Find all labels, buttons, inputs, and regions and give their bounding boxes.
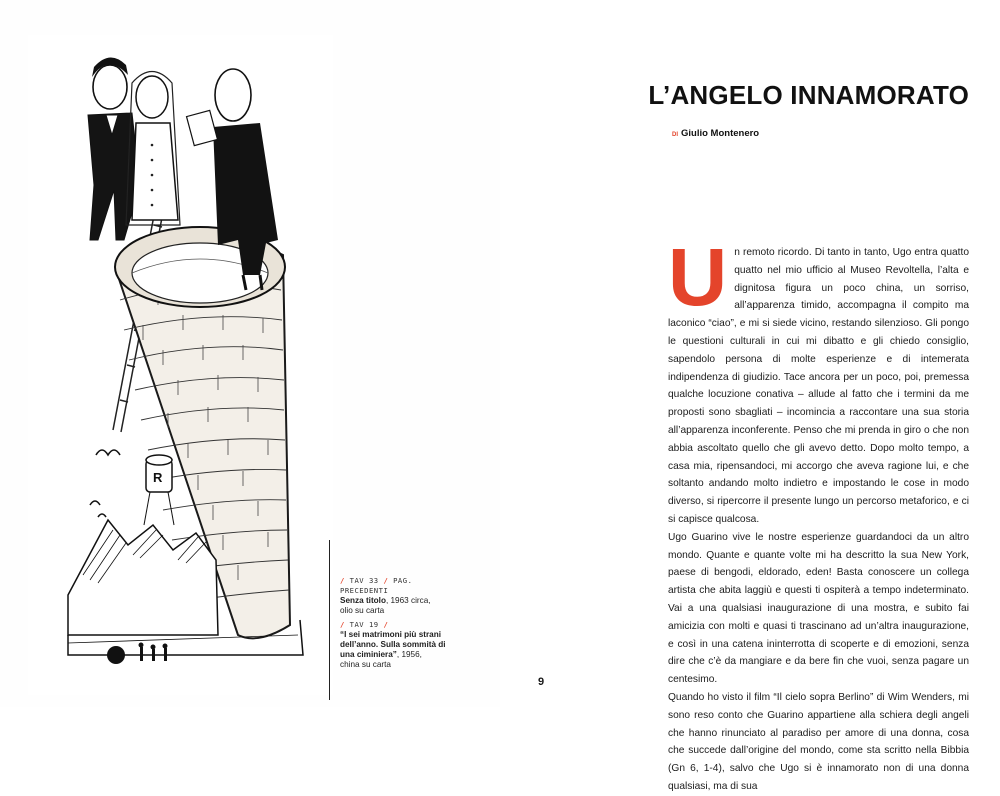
article-title: L’ANGELO INNAMORATO: [648, 80, 969, 110]
caption-medium: olio su carta: [340, 606, 385, 615]
tower-letter: R: [153, 470, 163, 485]
caption-ref: TAV 19: [349, 620, 379, 629]
caption-title: Senza titolo: [340, 596, 386, 605]
paragraph: [668, 232, 969, 529]
left-page: [0, 0, 500, 707]
caption-tav19: / TAV 19 / “I sei matrimoni più strani dell’anno. Sulla sommità di una ciminiera”, 1956, china su carta: [340, 620, 458, 670]
caption-medium: china su carta: [340, 660, 391, 669]
paragraph: Quando ho visto il film “Il cielo sopra Berlino” di Wim Wenders, mi sono reso conto che Guarino appartiene alla schiera degli angeli che hanno rinunciato al paradiso per amore di una donna, cosa che succede dall’origine del mondo, come sta scritto nella Bibbia (Gn 6, 1-4), salvo che Ugo si è innamorato non di una donna qualsiasi, ma di sua: [668, 691, 969, 792]
caption-title: “I sei matrimoni più strani dell’anno. Sulla sommità di una ciminiera”: [340, 630, 446, 659]
caption-detail: , 1963 circa,: [385, 596, 431, 605]
caption-block: [340, 576, 458, 674]
author-name: Giulio Montenero: [681, 128, 760, 139]
caption-ref-extra: PAG. PRECEDENTI: [340, 576, 413, 595]
byline-prefix: DI: [672, 132, 678, 138]
illustration: [28, 35, 333, 695]
caption-divider: [329, 540, 330, 700]
byline: [672, 128, 759, 139]
drop-cap: U: [668, 232, 728, 323]
chimney-wedding-drawing: [28, 35, 333, 695]
article-body: [668, 232, 969, 796]
caption-tav33: / TAV 33 / PAG. PRECEDENTI Senza titolo, 1963 circa, olio su carta: [340, 576, 458, 616]
paragraph: Ugo Guarino vive le nostre esperienze guardandoci da un altro mondo. Quante e quante volte mi ha descritto la sua New York, paese di bengodi, eldorado, eden! Basta conoscere un collega artista che abita laggiù e questi ti ospiterà a tempo indeterminato. Vai a una qualsiasi inaugurazione di una mostra, e subito fai amicizia con molti e quasi ti trascinano ad un’altra inaugurazione, e così in una catena ininterrotta di scoperte e di emozioni, senza dire che c’è da mangiare e da bere fin che vuoi, senza pagare un centesimo.: [668, 531, 969, 686]
caption-detail: , 1956,: [396, 650, 422, 659]
caption-ref: TAV 33: [349, 576, 379, 585]
paragraph-text: n remoto ricordo. Di tanto in tanto, Ugo entra quatto quatto nel mio ufficio al Museo Revoltella, l’alta e dignitosa figura un poco china, un sorriso, all’apparenza timido, accompagna il compito ma laconico “ciao”, e mi si siede vicino, restando silenzioso. Gli pongo le questioni culturali in cui mi dibatto e gli chiedo consiglio, sapendolo persona di molte esperienze e di intemerata indipendenza di giudizio. Tace ancora per un poco, poi, premessa qualche locuzione conativa – allude al fatto che i termini da me proposti sono sbagliati – incomincia a raccontare una sua storia all’apparenza inconferente. Penso che mi prenda in giro o che non abbia ascoltato quello che gli avevo detto. Dopo molto tempo, a casa mia, ripensandoci, mi accorgo che aveva ragione lui, e che soltanto andando molto indietro e impostando le cose in modo diverso, si ripercorre il presente lungo un percorso metaforico, e ci si capisce qualcosa.: [668, 247, 969, 525]
water-tower: [144, 455, 174, 525]
page-number: 9: [538, 676, 545, 688]
